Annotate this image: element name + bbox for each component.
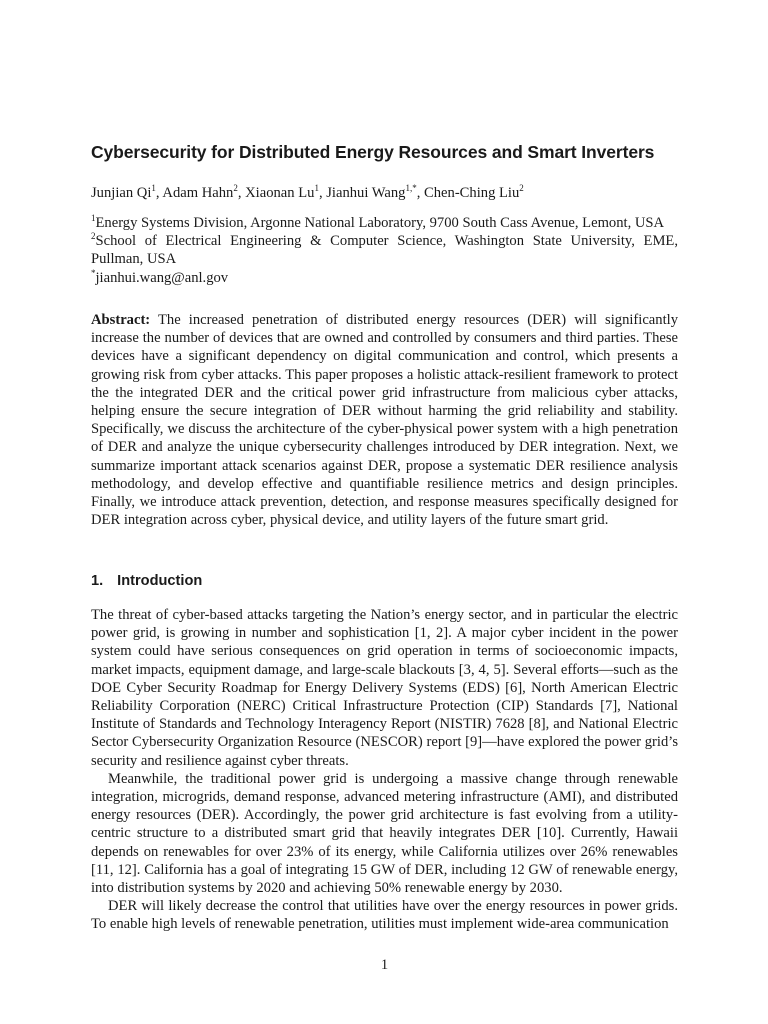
section-title: Introduction — [117, 573, 203, 589]
section-body — [91, 606, 678, 934]
author-list — [91, 184, 678, 202]
abstract-text: The increased penetration of distributed energy resources (DER) will significantly increase the number of devices that are owned and controlled by consumers and third parties. These devices have a significant dependency on digital communication and control, which presents a growing risk from cyber attacks. This paper proposes a holistic attack-resilient framework to protect the the integrated DER and the critical power grid infrastructure from malicious cyber attacks, helping ensure the secure integration of DER without harming the grid reliability and stability. Specifically, we discuss the architecture of the cyber-physical power system with a high penetration of DER and analyze the unique cybersecurity challenges introduced by DER integration. Next, we summarize important attack scenarios against DER, propose a systematic DER resilience analysis methodology, and develop effective and quantifiable resilience metrics and design principles. Finally, we introduce attack prevention, detection, and response measures specifically designed for DER integration across cyber, physical device, and utility layers of the future smart grid. — [91, 312, 678, 529]
abstract-label: Abstract: — [91, 312, 151, 328]
author: Jianhui Wang$^{1,*}$, — [326, 183, 425, 201]
abstract — [91, 311, 678, 529]
paper-title: Cybersecurity for Distributed Energy Resources and Smart Inverters — [91, 142, 655, 162]
section-heading — [91, 573, 202, 589]
page-number: 1 — [380, 957, 389, 973]
paragraph: DER will likely decrease the control that utilities have over the energy resources in power grids. To enable high levels of renewable penetration, utilities must implement wide-area communication — [91, 898, 678, 933]
author: Junjian Qi$^1$, — [91, 183, 163, 201]
paragraph: The threat of cyber-based attacks targeting the Nation’s energy sector, and in particular the electric power grid, is growing in number and sophistication [1, 2]. A major cyber incident in the power system could have serious consequences on grid operation in terms of socioeconomic impacts, market impacts, equipment damage, and large-scale blackouts [3, 4, 5]. Several efforts—such as the DOE Cyber Security Roadmap for Energy Delivery Systems (EDS) [6], North American Electric Reliability Corporation (NERC) Critical Infrastructure Protection (CIP) Standards [7], National Institute of Standards and Technology Interagency Report (NISTIR) 7628 [8], and National Electric Sector Cybersecurity Organization Resource (NESCOR) report [9]—have explored the power grid’s security and resilience against cyber threats. — [91, 607, 678, 769]
contact-email[interactable]: *jianhui.wang@anl.gov — [91, 267, 229, 286]
paragraph: Meanwhile, the traditional power grid is undergoing a massive change through renewable integration, microgrids, demand response, advanced metering infrastructure (AMI), and distributed energy resources (DER). Accordingly, the power grid architecture is fast evolving from a utility-centric structure to a distributed smart grid that heavily integrates DER [10]. Currently, Hawaii depends on renewables for over 23% of its energy, while California utilizes over 26% renewables [11, 12]. California has a goal of integrating 15 GW of DER, including 12 GW of renewable energy, into distribution systems by 2020 and achieving 50% renewable energy by 2030. — [91, 770, 678, 897]
affiliation: $^2$School of Electrical Engineering & Computer Science, Washington State University, EME, Pullman, USA — [91, 231, 678, 268]
author: Adam Hahn$^2$, — [162, 183, 246, 201]
author: Chen-Ching Liu$^2$ — [424, 183, 524, 201]
author: Xiaonan Lu$^1$, — [245, 183, 327, 201]
affiliations — [91, 214, 678, 287]
section-number: 1. — [91, 573, 104, 589]
affiliation: $^1$Energy Systems Division, Argonne National Laboratory, 9700 South Cass Avenue, Lemont, USA — [91, 213, 665, 231]
